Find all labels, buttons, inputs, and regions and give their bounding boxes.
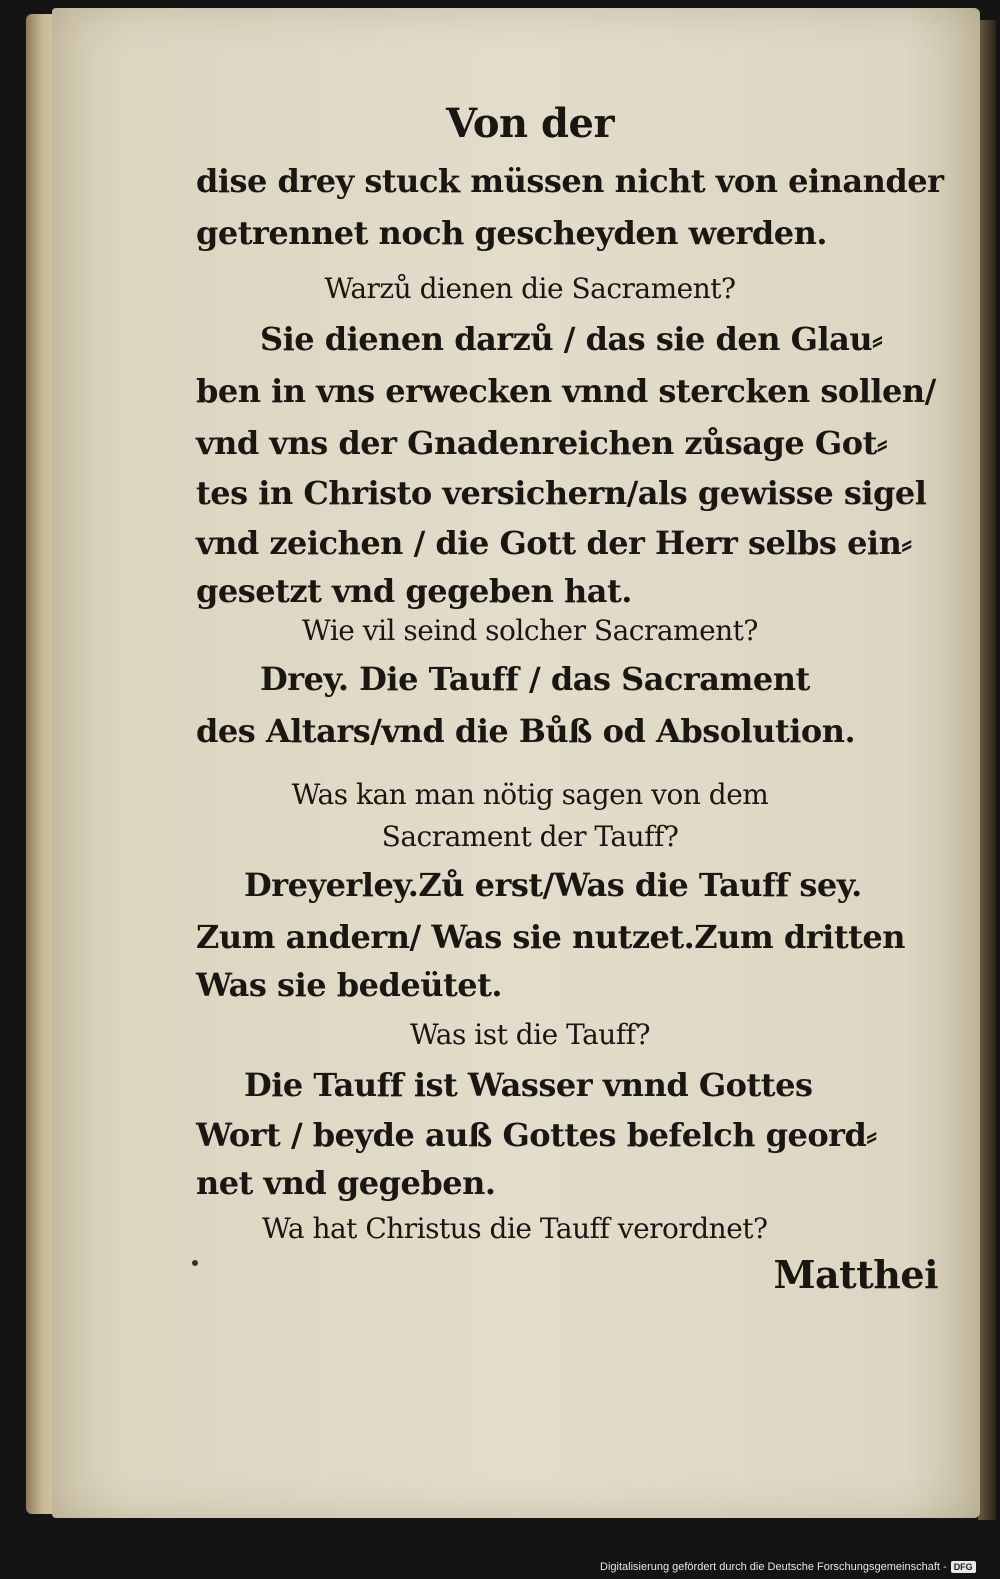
question-line: Sacrament der Tauff?: [381, 820, 679, 853]
answer-line: Zum andern/ Was sie nutzet.Zum dritten: [196, 918, 905, 956]
answer-line: net vnd gegeben.: [196, 1164, 496, 1202]
answer-line: gesetzt vnd gegeben hat.: [196, 572, 632, 610]
answer-line: Die Tauff ist Wasser vnnd Gottes: [244, 1066, 813, 1104]
answer-line: Drey. Die Tauff / das Sacrament: [260, 660, 810, 698]
question-line: Was ist die Tauff?: [409, 1018, 651, 1051]
question-line: Wa hat Christus die Tauff verordnet?: [262, 1212, 768, 1245]
answer-line: vnd vns der Gnadenreichen zůsage Got⸗: [196, 424, 888, 462]
question-line: Wie vil seind solcher Sacrament?: [302, 614, 758, 647]
answer-line: tes in Christo versichern/als gewisse sigel: [196, 474, 927, 512]
answer-line: ben in vns erwecken vnnd stercken sollen/: [196, 372, 936, 410]
answer-line: Wort / beyde auß Gottes befelch geord⸗: [196, 1116, 877, 1154]
question-line: Was kan man nötig sagen von dem: [291, 778, 769, 811]
answer-line: vnd zeichen / die Gott der Herr selbs ein⸗: [196, 524, 912, 562]
digitization-credit: [600, 1555, 1000, 1579]
answer-line: getrennet noch gescheyden werden.: [196, 214, 828, 252]
answer-line: Dreyerley.Zů erst/Was die Tauff sey.: [244, 866, 862, 904]
credit-text: Digitalisierung gefördert durch die Deutsche Forschungsgemeinschaft -: [600, 1561, 947, 1573]
running-heading: Von der: [445, 100, 615, 147]
answer-line: Sie dienen darzů / das sie den Glau⸗: [260, 320, 883, 358]
ink-speck: [192, 1260, 198, 1266]
dfg-logo: DFG: [951, 1561, 976, 1573]
answer-line: dise drey stuck müssen nicht von einander: [196, 162, 944, 200]
answer-line: des Altars/vnd die Bůß od Absolution.: [196, 712, 856, 750]
catchword: Matthei: [773, 1252, 938, 1297]
book-spine-shadow: [978, 20, 996, 1520]
question-line: Warzů dienen die Sacrament?: [324, 272, 736, 305]
answer-line: Was sie bedeütet.: [196, 966, 503, 1004]
